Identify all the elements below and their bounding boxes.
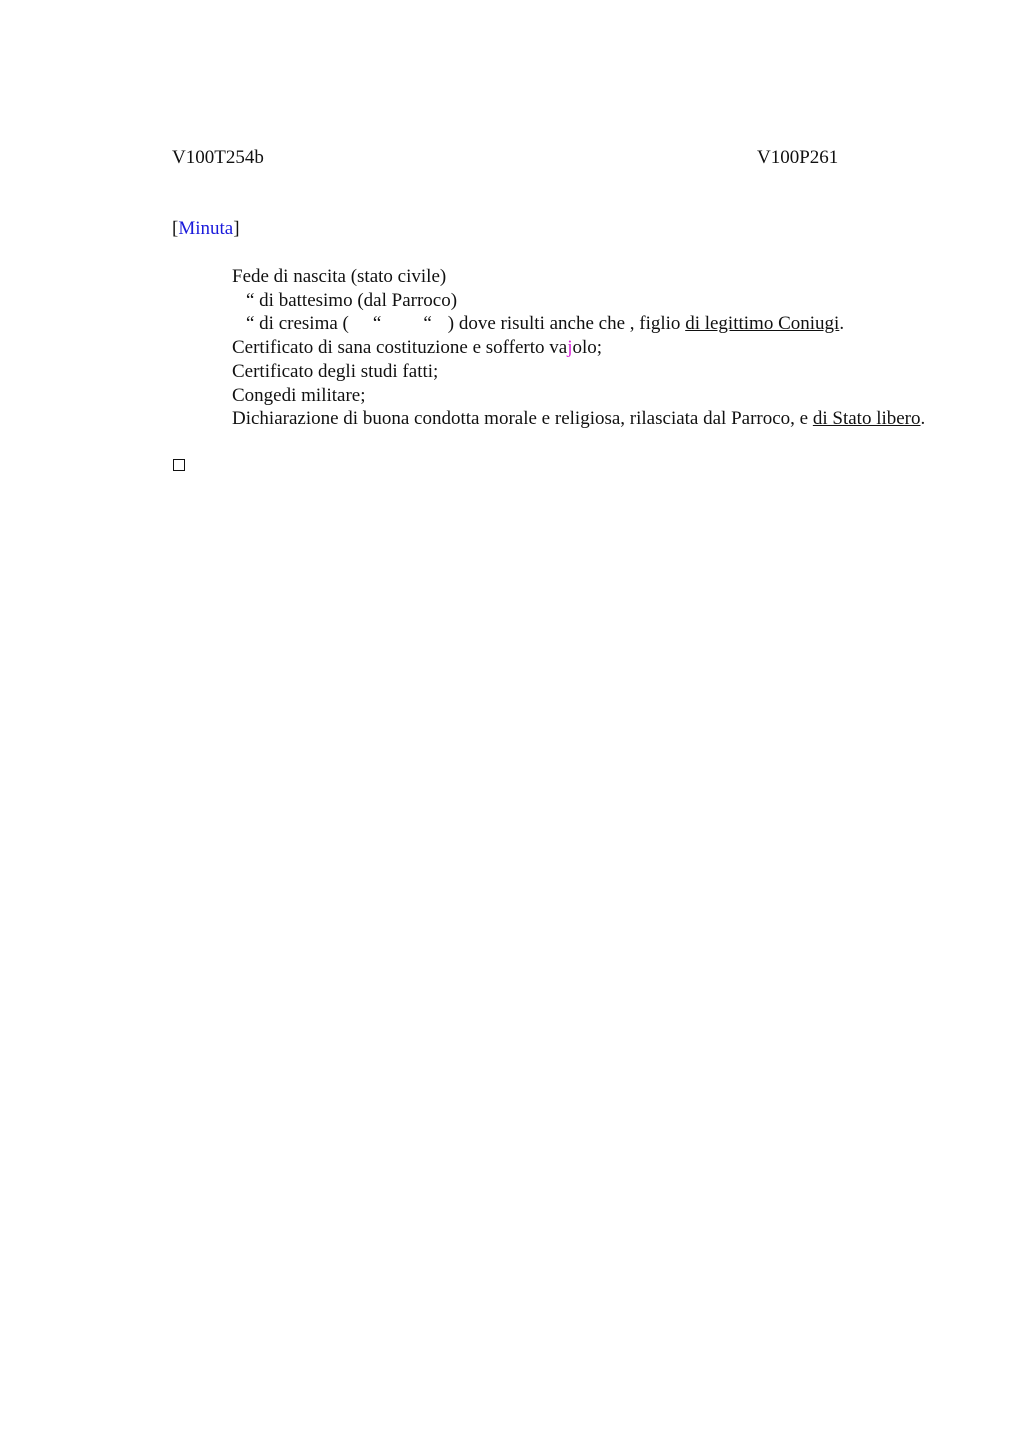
list-item-fede-nascita: Fede di nascita (stato civile) (232, 266, 447, 287)
minuta-label: Minuta (178, 218, 234, 239)
cresima-text-b: ) dove risulti anche che , figlio (447, 313, 686, 335)
dichiarazione-period: . (920, 408, 926, 430)
list-item-certificato-costituzione (172, 336, 937, 360)
cresima-text-a: “ di cresima ( (246, 313, 349, 335)
list-item-certificato-studi: Certificato degli studi fatti; (232, 360, 439, 382)
magenta-correction-char: j (567, 337, 573, 359)
list-item-battesimo: “ di battesimo (dal Parroco) (246, 289, 458, 311)
document-list (172, 265, 937, 431)
cresima-quote-1: “ (372, 313, 382, 335)
open-bracket: [ (172, 218, 179, 239)
minuta-heading (172, 218, 240, 240)
costituzione-text-b: olo; (572, 337, 603, 359)
underlined-legittimo-coniugi: di legittimo Coniugi (685, 313, 840, 335)
underlined-stato-libero: di Stato libero (812, 408, 921, 430)
cresima-period: . (839, 313, 845, 335)
document-code-right: V100P261 (757, 147, 839, 168)
close-bracket: ] (233, 218, 240, 239)
list-item-dichiarazione (172, 407, 937, 431)
list-item-congedi: Congedi militare; (232, 384, 366, 406)
list-item-cresima (172, 312, 937, 336)
document-code-left: V100T254b (172, 147, 264, 168)
costituzione-text-a: Certificato di sana costituzione e sofferto va (232, 337, 568, 359)
dichiarazione-text: Dichiarazione di buona condotta morale e religiosa, rilasciata dal Parroco, e (232, 408, 813, 430)
square-outline-icon (173, 459, 185, 471)
cresima-quote-2: “ (423, 313, 432, 335)
